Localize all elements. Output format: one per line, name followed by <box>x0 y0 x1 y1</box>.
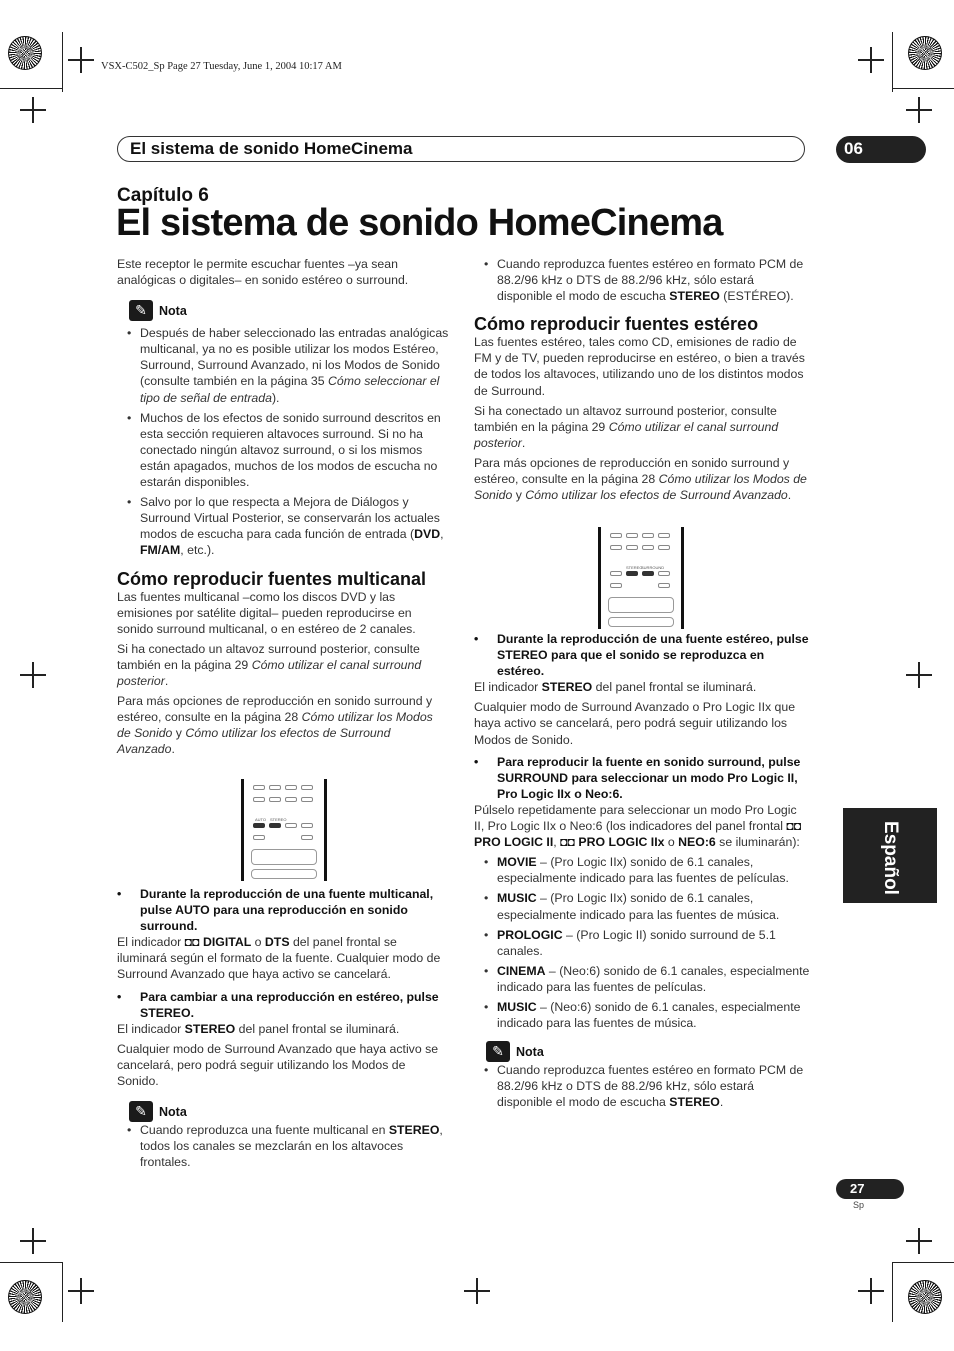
pencil-icon: ✎ <box>129 300 153 321</box>
mode-desc: – (Pro Logic IIx) sonido de 6.1 canales, especialmente indicado para las fuentes de películas. <box>497 855 789 886</box>
indicator-name: STEREO <box>184 1021 236 1036</box>
note-item <box>117 410 449 490</box>
remote-button <box>301 797 313 802</box>
note-label: Nota <box>159 1105 187 1120</box>
remote-edge <box>241 779 244 881</box>
text: o <box>664 835 679 850</box>
remote-button <box>253 797 265 802</box>
paragraph <box>117 934 449 982</box>
page-number: 27 <box>850 1181 865 1196</box>
text: Cuando reproduzca una fuente multicanal en <box>140 1123 389 1138</box>
note-header <box>129 1101 449 1123</box>
text: Para más opciones de reproducción en sonido surround y estéreo, consulte en la página 28 <box>117 694 433 725</box>
remote-edge <box>681 527 684 629</box>
stereo-button <box>269 823 281 828</box>
remote-button <box>301 785 313 790</box>
note-label: Nota <box>516 1045 544 1060</box>
remote-button <box>253 835 265 840</box>
italic-ref: Cómo utilizar los Modos de Sonido <box>117 710 433 741</box>
text: El indicador <box>117 1021 185 1036</box>
note-text-end: ). <box>271 390 280 405</box>
remote-button <box>269 797 281 802</box>
italic-ref: Cómo utilizar los efectos de Surround Avanzado <box>117 726 391 757</box>
remote-button <box>301 823 313 828</box>
section-title-stereo: Cómo reproducir fuentes estéreo <box>474 314 759 335</box>
mode-item <box>474 927 810 959</box>
paragraph: Cualquier modo de Surround Avanzado que haya activo se cancelará, pero podrá seguir utilizando los Modos de Sonido. <box>117 1041 439 1089</box>
crop-mark <box>62 32 63 92</box>
text: (ESTÉREO). <box>719 289 794 304</box>
note-text: Salvo por lo que respecta a Mejora de Diálogos y Surround Virtual Posterior, se conservarán los actuales modos de escucha para cada función de entrada ( <box>140 495 440 542</box>
remote-edge <box>324 779 327 881</box>
remote-label-stereo: STEREO <box>270 817 287 822</box>
left-column-steps <box>117 886 449 1174</box>
remote-button <box>269 785 281 790</box>
text: . <box>164 673 169 688</box>
step-instruction: • Durante la reproducción de una fuente multicanal, pulse AUTO para una reproducción en sonido surround. <box>117 886 449 934</box>
text: Si ha conectado un altavoz surround posterior, consulte también en la página 29 <box>117 641 420 672</box>
mode-desc: – (Neo:6) sonido de 6.1 canales, especialmente indicado para las fuentes de música. <box>497 999 801 1031</box>
mode-item <box>474 890 810 922</box>
note-item <box>117 1122 449 1170</box>
note-item <box>117 494 449 558</box>
mode-desc: – (Pro Logic IIx) sonido de 6.1 canales, especialmente indicado para las fuentes de música. <box>497 891 780 922</box>
indicator-name: PRO LOGIC IIx <box>578 835 665 850</box>
note-item <box>474 1062 810 1110</box>
remote-button <box>610 571 622 576</box>
print-header: VSX-C502_Sp Page 27 Tuesday, June 1, 2004 10:17 AM <box>101 61 342 72</box>
registration-cross <box>68 1278 94 1304</box>
crop-mark <box>0 88 62 89</box>
remote-panel <box>251 849 317 865</box>
registration-cross <box>20 97 46 123</box>
registration-cross <box>906 97 932 123</box>
registration-cross <box>464 1278 490 1304</box>
left-column <box>117 256 449 761</box>
note-sep: , <box>440 527 444 542</box>
text-bold: STEREO <box>388 1123 440 1138</box>
registration-cross <box>906 1228 932 1254</box>
paragraph <box>117 641 449 689</box>
remote-panel <box>251 869 317 879</box>
mode-name: PROLOGIC <box>497 927 563 942</box>
crop-mark <box>892 1262 893 1322</box>
remote-button <box>626 533 638 538</box>
registration-cross <box>858 47 884 73</box>
remote-button <box>610 583 622 588</box>
text: Cuando reproduzca fuentes estéreo en formato PCM de 88.2/96 kHz o DTS de 88.2/96 kHz, sólo estará disponible el modo de escucha <box>497 1063 804 1110</box>
remote-button <box>285 797 297 802</box>
intro-paragraph: Este receptor le permite escuchar fuentes –ya sean analógicas o digitales– en sonido estéreo o surround. <box>117 257 409 288</box>
indicator-name: NEO:6 <box>678 835 716 850</box>
stereo-button <box>626 571 638 576</box>
text: , <box>553 835 561 850</box>
italic-ref: Cómo utilizar los efectos de Surround Avanzado <box>525 488 788 503</box>
crop-mark <box>892 32 893 92</box>
crop-mark <box>892 88 954 89</box>
paragraph <box>117 693 449 757</box>
registration-cross <box>906 662 932 688</box>
mode-name: MUSIC <box>497 999 537 1014</box>
text: Cuando reproduzca fuentes estéreo en formato PCM de 88.2/96 kHz o DTS de 88.2/96 kHz, sólo estará disponible el modo de escucha <box>497 257 804 304</box>
text: del panel frontal se iluminará. <box>592 680 757 695</box>
italic-ref: Cómo utilizar los Modos de Sonido <box>474 472 807 503</box>
remote-button <box>658 571 670 576</box>
text: del panel frontal se iluminará según el formato de la fuente. Cualquier modo de Surround Avanzado que haya activo se cancelará. <box>117 935 441 982</box>
pencil-icon: ✎ <box>129 1101 153 1122</box>
page-language-suffix: Sp <box>853 1200 865 1210</box>
paragraph <box>474 455 810 503</box>
mode-name: CINEMA <box>497 963 546 978</box>
registration-sunburst <box>8 1280 42 1314</box>
step-instruction: • Para reproducir la fuente en sonido surround, pulse SURROUND para seleccionar un modo Pro Logic II, Pro Logic IIx o Neo:6. <box>474 754 810 802</box>
remote-button <box>285 823 297 828</box>
note-text: Muchos de los efectos de sonido surround descritos en esta sección requieren altavoces surround. Si no ha conectado ningún altavoz surround, o si los mismos están apagados, muchos de los modos de escucha no estarán disponibles. <box>140 410 441 490</box>
header-title: El sistema de sonido HomeCinema <box>130 139 413 158</box>
remote-button <box>658 545 670 550</box>
note-bold: DVD <box>414 527 441 542</box>
text: Para más opciones de reproducción en sonido surround y estéreo, consulte en la página 28 <box>474 455 790 487</box>
registration-sunburst <box>908 1280 942 1314</box>
page-title: El sistema de sonido HomeCinema <box>116 202 723 244</box>
remote-button <box>610 533 622 538</box>
remote-control-illustration <box>241 779 327 881</box>
text: del panel frontal se iluminará. <box>235 1021 400 1036</box>
language-tab-label: Español <box>880 821 901 895</box>
registration-sunburst <box>8 36 42 70</box>
indicator-name: PRO LOGIC II <box>474 835 554 850</box>
remote-button <box>253 785 265 790</box>
text-bold: STEREO <box>669 1095 720 1110</box>
step-instruction: • Durante la reproducción de una fuente estéreo, pulse STEREO para que el sonido se reproduzca en estéreo. <box>474 631 810 679</box>
registration-cross <box>20 662 46 688</box>
remote-label-stereo: STEREO <box>626 565 643 570</box>
indicator-name: DIGITAL <box>202 935 252 950</box>
remote-button <box>285 785 297 790</box>
registration-cross <box>20 1228 46 1254</box>
note-text-end: , etc.). <box>180 543 215 558</box>
right-column <box>474 256 810 507</box>
crop-mark <box>62 1262 63 1322</box>
text: y <box>172 726 186 741</box>
text: El indicador <box>474 680 542 695</box>
crop-mark <box>892 1262 954 1263</box>
remote-button <box>658 533 670 538</box>
mode-item <box>474 999 810 1031</box>
text: . <box>521 435 526 450</box>
text: . <box>719 1095 724 1110</box>
registration-sunburst <box>908 36 942 70</box>
chapter-label: Capítulo 6 <box>117 185 209 206</box>
remote-panel <box>608 597 674 613</box>
dolby-icon: ◘◘ <box>184 935 200 950</box>
chapter-number: 06 <box>844 139 863 158</box>
text: . <box>171 742 175 757</box>
mode-name: MUSIC <box>497 891 537 906</box>
remote-label-surround: SURROUND <box>641 565 665 570</box>
note-italic-ref: Cómo seleccionar el tipo de señal de entrada <box>140 374 440 405</box>
paragraph <box>474 403 810 451</box>
remote-button <box>658 583 670 588</box>
paragraph: Las fuentes multicanal –como los discos DVD y las emisiones por satélite digital– pueden reproducirse en sonido surround multicanal, o en estéreo de 2 canales. <box>117 589 416 636</box>
section-title-multichannel: Cómo reproducir fuentes multicanal <box>117 568 427 589</box>
note-bold: FM/AM <box>140 543 181 558</box>
crop-mark <box>0 1262 62 1263</box>
paragraph <box>474 802 810 850</box>
auto-button <box>253 823 265 828</box>
step-instruction: • Para cambiar a una reproducción en estéreo, pulse STEREO. <box>117 989 449 1021</box>
dolby-icon: ◘◘ <box>786 819 802 834</box>
text: , todos los canales se mezclarán en los altavoces frontales. <box>140 1123 443 1170</box>
pencil-icon: ✎ <box>486 1041 510 1062</box>
right-column-steps <box>474 631 810 1114</box>
note-header <box>486 1041 810 1063</box>
remote-button <box>626 545 638 550</box>
mode-name: MOVIE <box>497 855 537 870</box>
italic-ref: Cómo utilizar el canal surround posterior <box>117 657 422 688</box>
mode-item <box>474 963 810 995</box>
paragraph <box>474 679 810 695</box>
mode-item <box>474 854 810 886</box>
remote-edge <box>598 527 601 629</box>
note-item <box>117 325 449 405</box>
note-item <box>474 256 810 304</box>
indicator-name: DTS <box>264 935 290 950</box>
paragraph <box>117 1021 449 1037</box>
mode-desc: – (Pro Logic II) sonido surround de 5.1 canales. <box>497 927 776 958</box>
text: Si ha conectado un altavoz surround posterior, consulte también en la página 29 <box>474 403 777 434</box>
dolby-icon: ◘◘ <box>560 835 575 850</box>
text: y <box>512 488 526 503</box>
italic-ref: Cómo utilizar el canal surround posterior <box>474 419 779 450</box>
note-label: Nota <box>159 304 187 319</box>
surround-button <box>642 571 654 576</box>
paragraph: Las fuentes estéreo, tales como CD, emisiones de radio de FM y de TV, pueden reproducirse en estéreo, o bien a través de todos los altavoces, utilizando uno de los distintos modos de Surround. <box>474 335 805 398</box>
remote-button <box>642 533 654 538</box>
remote-button <box>610 545 622 550</box>
remote-panel <box>608 617 674 627</box>
text: Púlselo repetidamente para seleccionar un modo Pro Logic II, Pro Logic IIx o Neo:6 (los indicadores del panel frontal <box>474 802 797 834</box>
text: . <box>787 488 792 503</box>
text: se iluminarán): <box>715 835 800 850</box>
text-bold: STEREO <box>669 289 720 304</box>
text: o <box>251 935 265 950</box>
paragraph: Cualquier modo de Surround Avanzado o Pro Logic IIx que haya activo se cancelará, pero podrá seguir utilizando los Modos de Sonido. <box>474 700 796 747</box>
indicator-name: STEREO <box>541 680 593 695</box>
remote-button <box>642 545 654 550</box>
registration-cross <box>68 47 94 73</box>
mode-desc: – (Neo:6) sonido de 6.1 canales, especialmente indicado para las fuentes de películas. <box>497 963 810 994</box>
remote-label-auto: AUTO <box>255 817 267 822</box>
note-header <box>129 300 449 322</box>
remote-button <box>301 835 313 840</box>
page-badge <box>836 1179 904 1199</box>
registration-cross <box>858 1278 884 1304</box>
remote-control-illustration <box>598 527 684 629</box>
note-text: Después de haber seleccionado las entradas analógicas multicanal, ya no es posible utilizar los modos Estéreo, Surround, Surround Avanzado, ni los Modos de Sonido (consulte también en la página 35 <box>140 326 449 389</box>
text: El indicador <box>117 935 185 950</box>
